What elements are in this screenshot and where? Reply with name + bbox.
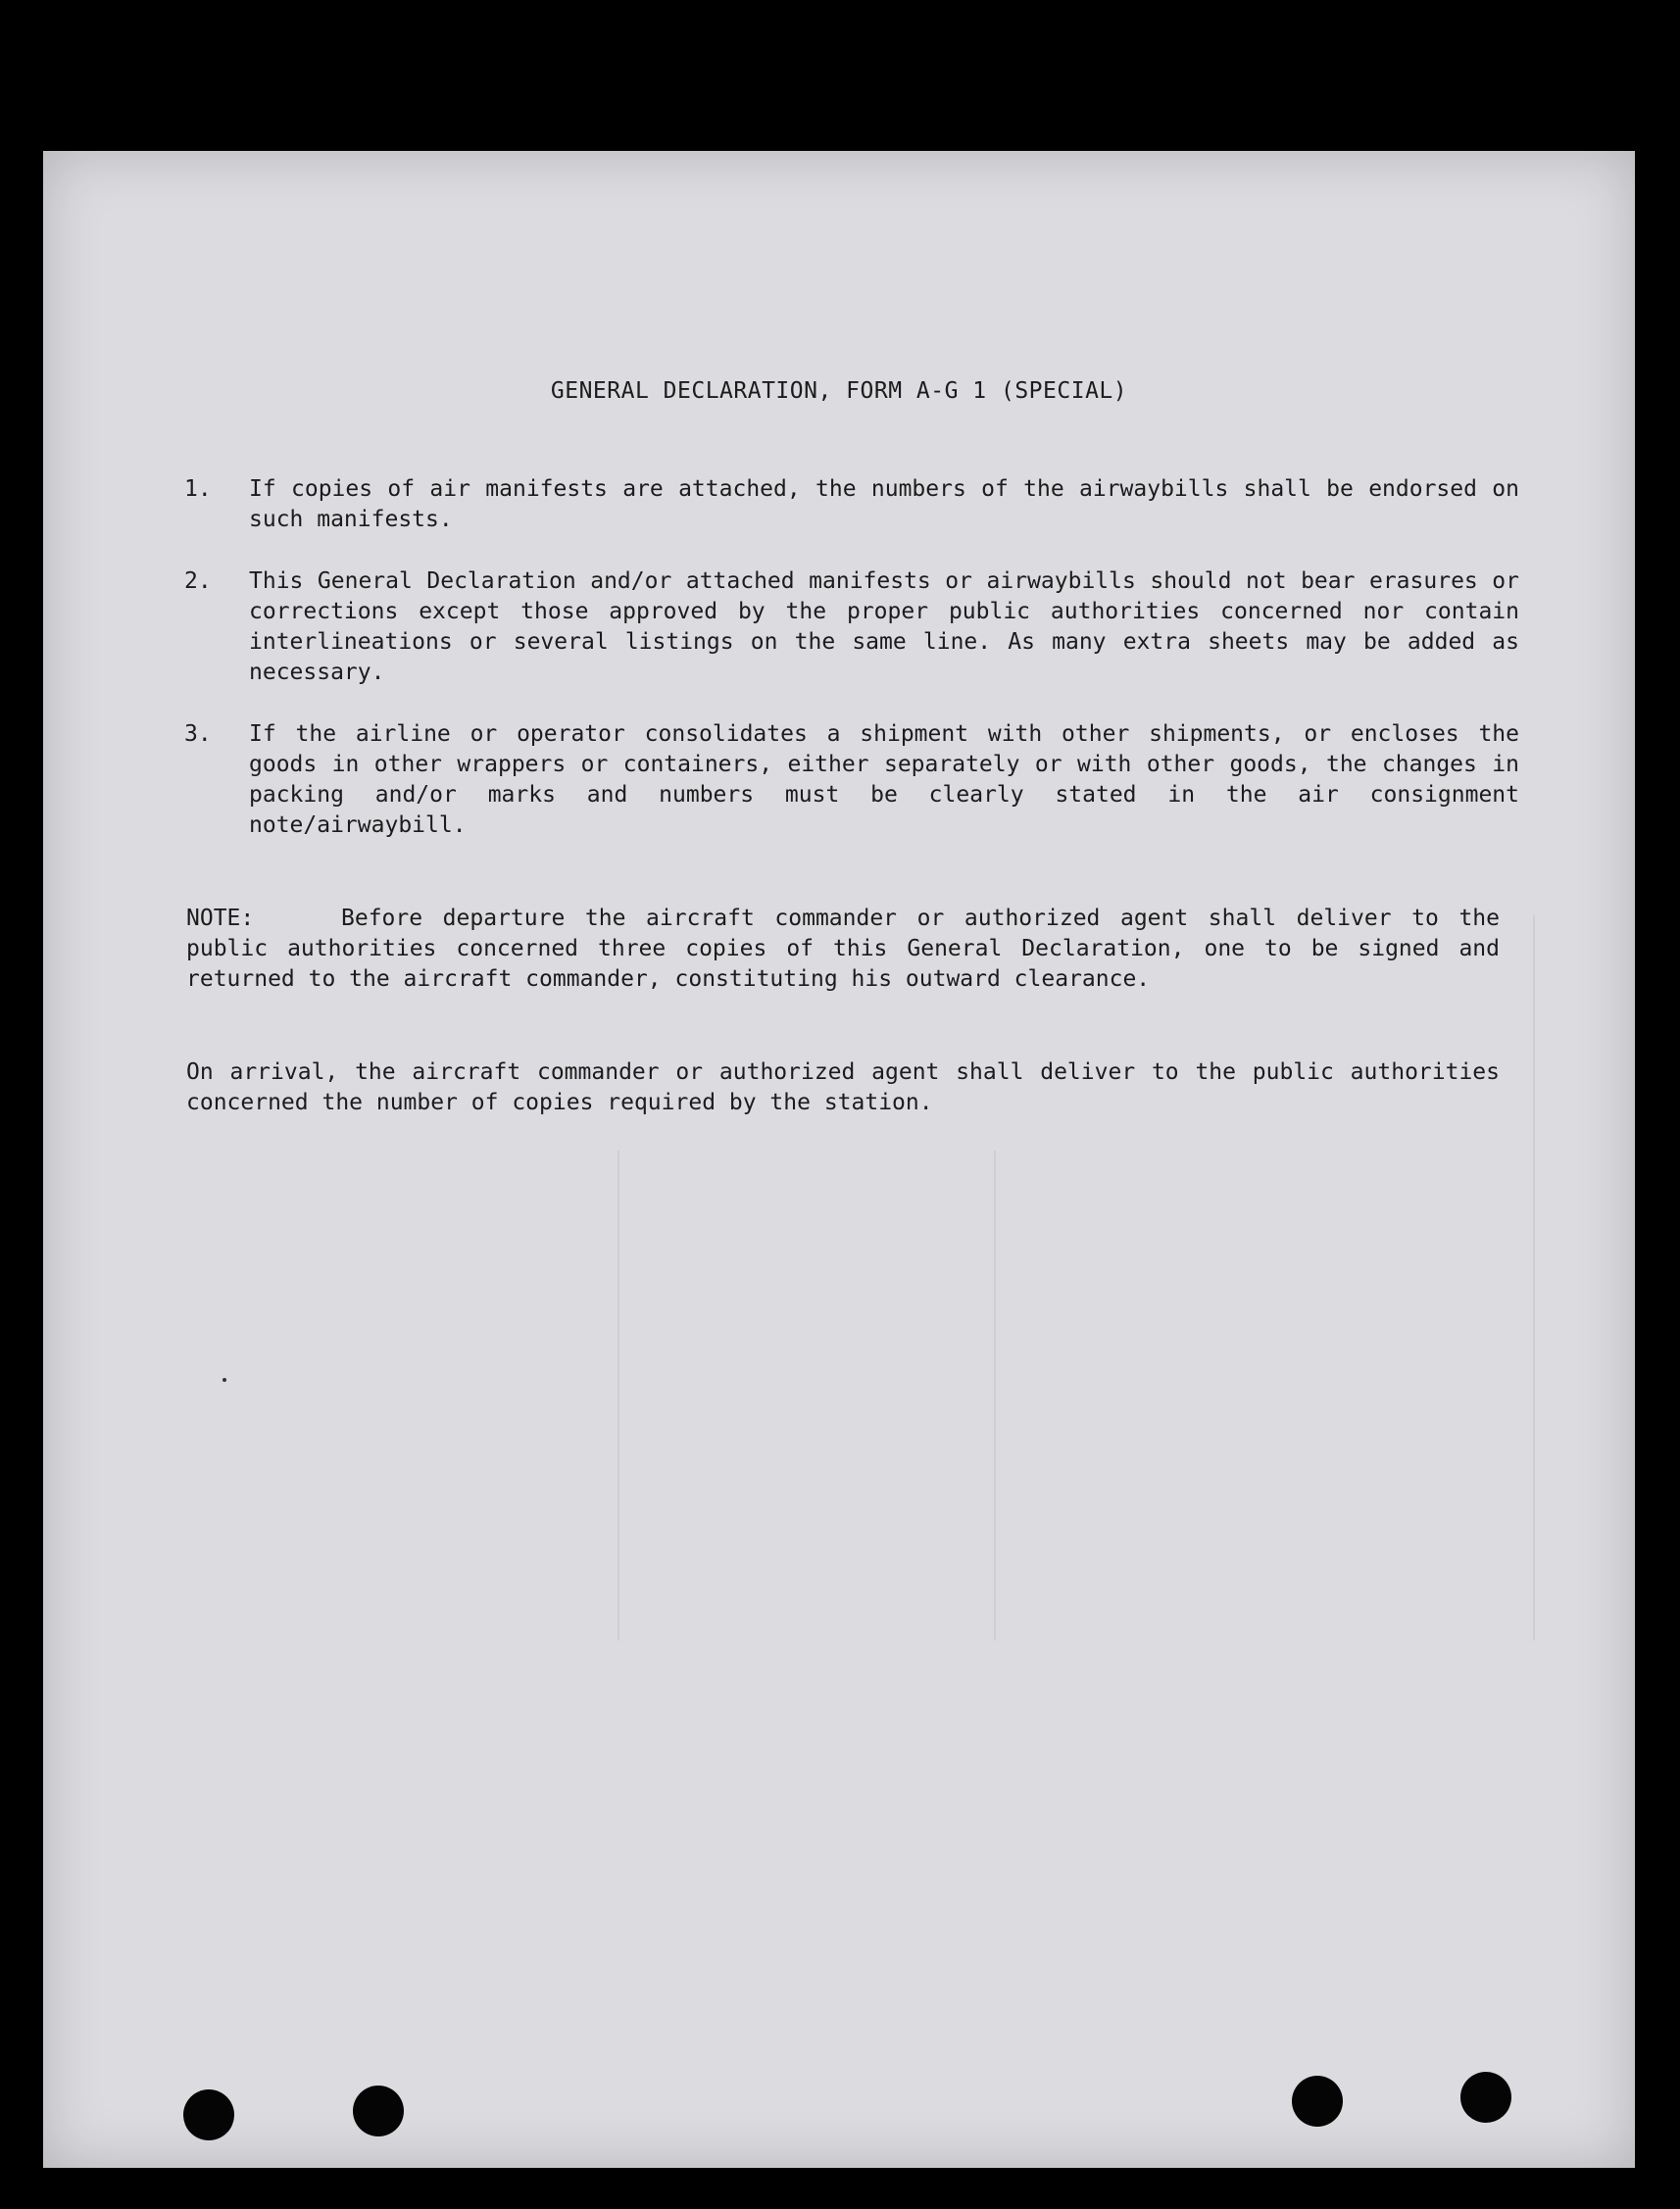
document-title: GENERAL DECLARATION, FORM A-G 1 (SPECIAL) <box>550 378 1128 404</box>
item-text: This General Declaration and/or attached manifests or airwaybills should not bear erasures or corrections except those approved by the proper public authorities concerned nor contain interlineations or several listings on the same line. As many extra sheets may be added as necessary. <box>249 568 1519 685</box>
punch-hole <box>1292 2076 1343 2127</box>
note-text: Before departure the aircraft commander or authorized agent shall deliver to the public authorities concerned three copies of this General Declaration, one to be signed and returned to the aircraft commander, constituting his outward clearance. <box>186 906 1500 992</box>
list-item <box>184 566 1556 688</box>
punch-hole <box>1460 2072 1511 2123</box>
instruction-list <box>184 474 1556 872</box>
punch-hole <box>353 2086 404 2136</box>
ink-speck <box>222 1378 226 1382</box>
bleed-through-line <box>994 1151 996 1641</box>
note-paragraph <box>186 904 1500 995</box>
item-number: 2. <box>184 568 212 594</box>
list-item <box>184 719 1556 841</box>
document-page <box>43 151 1635 2168</box>
item-number: 3. <box>184 721 212 747</box>
item-text: If copies of air manifests are attached, the numbers of the airwaybills shall be endorsed on such manifests. <box>249 476 1519 532</box>
item-number: 1. <box>184 476 212 502</box>
item-text: If the airline or operator consolidates a shipment with other shipments, or encloses the goods in other wrappers or containers, either separately or with other goods, the changes in packing and/or marks and numbers must be clearly stated in the air consignment note/airwaybill. <box>249 721 1519 838</box>
arrival-paragraph: On arrival, the aircraft commander or authorized agent shall deliver to the public authorities concerned the number of copies required by the station. <box>186 1059 1500 1115</box>
bleed-through-line <box>618 1151 619 1641</box>
punch-hole <box>183 2089 234 2140</box>
list-item <box>184 474 1556 535</box>
note-label: NOTE: <box>186 906 255 931</box>
bleed-through-line <box>1533 915 1535 1641</box>
